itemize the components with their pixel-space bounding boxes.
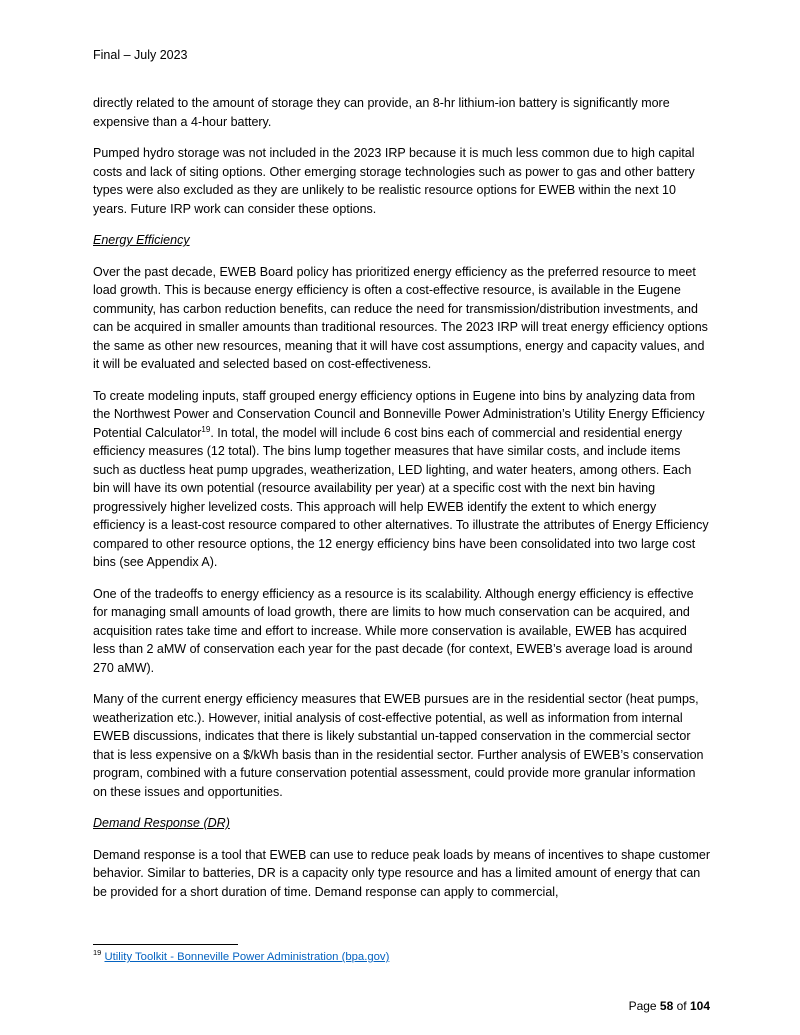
footnote: [93, 950, 710, 965]
footer-page-label: Page: [628, 999, 660, 1013]
footnote-marker: 19: [93, 948, 102, 958]
paragraph-tradeoffs-scalability: One of the tradeoffs to energy efficiency as a resource is its scalability. Although energy efficiency is effective for managing small amounts of load growth, there are limits to how much conservation can be acquired, and acquisition rates take time and effort to increase. While more conservation is available, EWEB has acquired less than 2 aMW of conservation each year for the past decade (for context, EWEB’s average load is around 270 aMW).: [93, 586, 694, 675]
footer-of-label: of: [673, 999, 690, 1013]
footnote-reference-19: 19: [201, 424, 211, 434]
document-body: [93, 94, 710, 901]
footnote-area: [93, 944, 710, 965]
paragraph-board-policy: Over the past decade, EWEB Board policy has prioritized energy efficiency as the preferred resource to meet load growth. This is because energy efficiency is often a cost-effective resource, is available in the Eugene community, has carbon reduction benefits, can reduce the need for transmission/distribution investments, and can be acquired in smaller amounts than traditional resources. The 2023 IRP will treat energy efficiency options the same as other new resources, meaning that it will have cost assumptions, energy and capacity values, and it will be evaluated and selected based on cost-effectiveness.: [93, 264, 708, 371]
footnote-link-bpa[interactable]: Utility Toolkit - Bonneville Power Administration (bpa.gov): [104, 951, 390, 963]
footnote-separator-rule: [93, 944, 238, 945]
footer-current-page: 58: [659, 999, 674, 1013]
footer-total-pages: 104: [689, 999, 710, 1013]
paragraph-pumped-hydro: Pumped hydro storage was not included in the 2023 IRP because it is much less common due to high capital costs and lack of siting options. Other emerging storage technologies such as power to gas and other battery types were also excluded as they are unlikely to be realistic resource options for EWEB within the next 10 years. Future IRP work can consider these options.: [93, 146, 695, 216]
paragraph-text: . In total, the model will include 6 cost bins each of commercial and residential energy efficiency measures (12 total). The bins lump together measures that have similar costs, and include items such as ductless heat pump upgrades, weatherization, LED lighting, and water heaters, among others. Each bin will have its own potential (resource availability per year) at a specific cost with the next bin having progressively higher levelized costs. This approach will help EWEB identify the extent to which energy efficiency is a least-cost resource compared to other alternatives. To illustrate the attributes of Energy Efficiency compared to other resource options, the 12 energy efficiency bins have been consolidated into two large cost bins (see Appendix A).: [93, 425, 709, 569]
section-heading-energy-efficiency: Energy Efficiency: [93, 233, 190, 247]
paragraph-demand-response: Demand response is a tool that EWEB can use to reduce peak loads by means of incentives to shape customer behavior. Similar to batteries, DR is a capacity only type resource and has a limited amount of energy that can be provided for a short duration of time. Demand response can apply to commercial,: [93, 847, 711, 899]
paragraph-text: To create modeling inputs, staff grouped energy efficiency options in Eugene into bins by analyzing data from the Northwest Power and Conservation Council and Bonneville Power Administration’s Utility Energy Efficiency Potential Calculator: [93, 388, 705, 440]
section-heading-demand-response: Demand Response (DR): [93, 816, 230, 830]
page-footer: [629, 998, 710, 1014]
paragraph-modeling-inputs: [93, 387, 710, 572]
page-header: Final – July 2023: [93, 48, 188, 62]
paragraph-residential-commercial: Many of the current energy efficiency measures that EWEB pursues are in the residential sector (heat pumps, weatherization etc.). However, initial analysis of cost-effective potential, as well as information from internal EWEB discussions, indicates that there is likely substantial un-tapped conservation in the commercial sector that is less expensive on a $/kWh basis than in the residential sector. Further analysis of EWEB’s conservation program, combined with a future conservation potential assessment, could provide more granular information on these issues and opportunities.: [93, 692, 704, 799]
paragraph-storage-cost: directly related to the amount of storage they can provide, an 8-hr lithium-ion battery is significantly more expensive than a 4-hour battery.: [93, 96, 670, 129]
